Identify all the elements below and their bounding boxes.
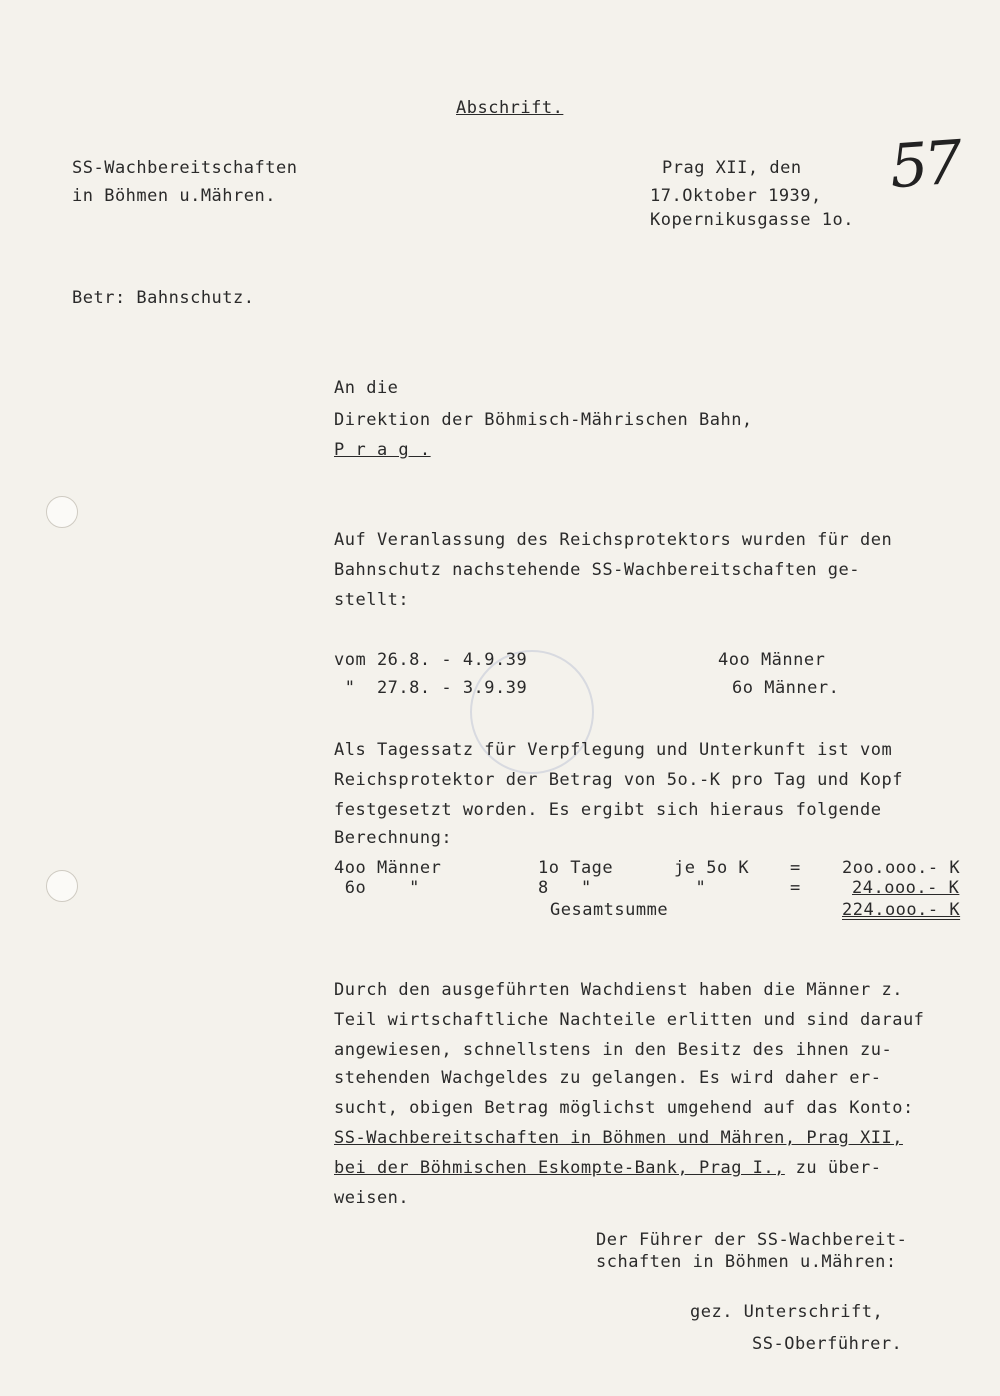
- period-men-1: 4oo Männer: [718, 650, 826, 670]
- recipient-line-2: Direktion der Böhmisch-Mährischen Bahn,: [334, 410, 753, 430]
- calc-amount: 2oo.ooo.- K: [842, 858, 961, 878]
- closing-title-line-2: schaften in Böhmen u.Mähren:: [596, 1252, 897, 1272]
- calc-days: 1o Tage: [538, 858, 614, 878]
- period-range-2: " 27.8. - 3.9.39: [334, 678, 528, 698]
- signature-line-1: gez. Unterschrift,: [690, 1302, 884, 1322]
- calc-count: 4oo Männer: [334, 858, 442, 878]
- period-men-2: 6o Männer.: [732, 678, 840, 698]
- sender-line-1: SS-Wachbereitschaften: [72, 158, 298, 178]
- calc-rate: je 5o K: [674, 858, 750, 878]
- document-title: Abschrift.: [456, 98, 564, 118]
- signature-line-2: SS-Oberführer.: [752, 1334, 903, 1354]
- recipient-line-1: An die: [334, 378, 399, 398]
- body-para2-line-1: Als Tagessatz für Verpflegung und Unterkunft ist vom: [334, 740, 893, 760]
- punch-hole: [46, 870, 78, 902]
- account-line-2-tail: zu über-: [784, 1158, 882, 1178]
- calc-total-label: Gesamtsumme: [550, 900, 669, 920]
- calc-amount: 24.ooo.- K: [852, 878, 960, 898]
- body-para2-line-2: Reichsprotektor der Betrag von 5o.-K pro Tag und Kopf: [334, 770, 903, 790]
- account-line-1: SS-Wachbereitschaften in Böhmen und Mähren, Prag XII,: [334, 1128, 903, 1148]
- calc-days: 8 ": [538, 878, 592, 898]
- subject-line: Betr: Bahnschutz.: [72, 288, 255, 308]
- recipient-city: P r a g .: [334, 440, 431, 460]
- date-line: 17.Oktober 1939,: [650, 186, 822, 206]
- address-line: Kopernikusgasse 1o.: [650, 210, 854, 230]
- account-line-3: weisen.: [334, 1188, 410, 1208]
- sender-line-2: in Böhmen u.Mähren.: [72, 186, 276, 206]
- body-para3-line-3: angewiesen, schnellstens in den Besitz des ihnen zu-: [334, 1040, 893, 1060]
- calc-eq: =: [790, 858, 801, 878]
- period-range-1: vom 26.8. - 4.9.39: [334, 650, 528, 670]
- calc-eq: =: [790, 878, 801, 898]
- body-para2-line-4: Berechnung:: [334, 828, 453, 848]
- calc-count: 6o ": [334, 878, 420, 898]
- calc-rate: ": [674, 878, 707, 898]
- body-para1-line-2: Bahnschutz nachstehende SS-Wachbereitschaften ge-: [334, 560, 861, 580]
- body-para2-line-3: festgesetzt worden. Es ergibt sich hieraus folgende: [334, 800, 882, 820]
- place-line: Prag XII, den: [662, 158, 802, 178]
- calc-total-amount: 224.ooo.- K: [842, 900, 961, 920]
- account-bank: bei der Böhmischen Eskompte-Bank, Prag I.,: [334, 1158, 785, 1178]
- body-para3-line-5: sucht, obigen Betrag möglichst umgehend auf das Konto:: [334, 1098, 914, 1118]
- punch-hole: [46, 496, 78, 528]
- account-line-2: [334, 1158, 882, 1178]
- body-para3-line-1: Durch den ausgeführten Wachdienst haben die Männer z.: [334, 980, 903, 1000]
- body-para3-line-4: stehenden Wachgeldes zu gelangen. Es wird daher er-: [334, 1068, 882, 1088]
- body-para1-line-3: stellt:: [334, 590, 410, 610]
- closing-title-line-1: Der Führer der SS-Wachbereit-: [596, 1230, 908, 1250]
- body-para3-line-2: Teil wirtschaftliche Nachteile erlitten und sind darauf: [334, 1010, 925, 1030]
- folio-number: 57: [887, 127, 961, 203]
- body-para1-line-1: Auf Veranlassung des Reichsprotektors wurden für den: [334, 530, 893, 550]
